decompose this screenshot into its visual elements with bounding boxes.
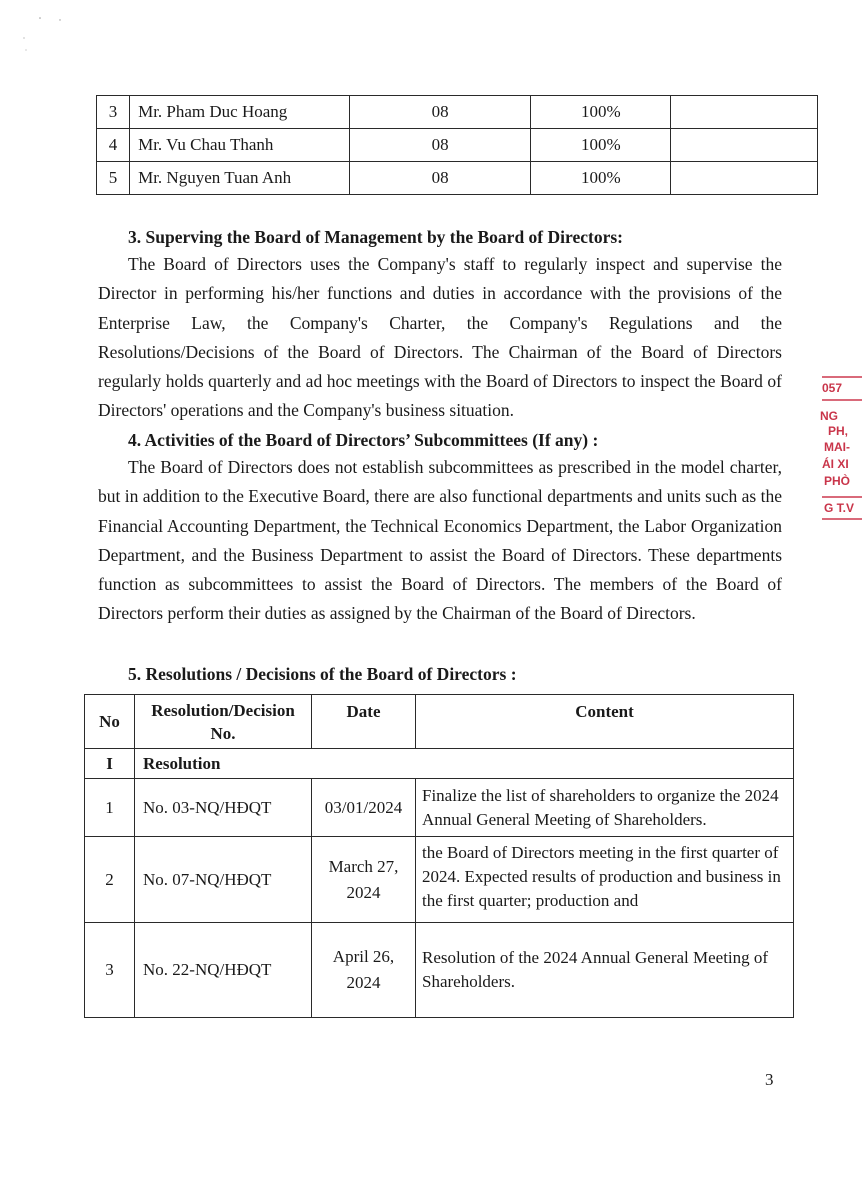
member-name: Mr. Pham Duc Hoang	[130, 96, 350, 129]
header-no: No	[85, 695, 135, 749]
attendance-table	[96, 95, 818, 195]
scan-specks	[22, 14, 72, 54]
stamp-text: G T.V	[824, 501, 855, 515]
header-resolution-number-line2: No.	[210, 723, 236, 743]
section-4-heading: 4. Activities of the Board of Directors’ Subcommittees (If any) :	[128, 430, 599, 450]
resolution-date-line2: 2024	[346, 882, 381, 902]
row-number: 1	[85, 779, 135, 837]
stamp-text: ÁI XI	[822, 457, 849, 471]
attendance-rate: 100%	[531, 162, 671, 195]
resolution-date	[312, 837, 416, 923]
group-label: Resolution	[135, 749, 794, 779]
resolution-content: Resolution of the 2024 Annual General Meeting of Shareholders.	[416, 923, 794, 1018]
group-number: I	[85, 749, 135, 779]
section-4-body: The Board of Directors does not establish subcommittees as prescribed in the model charter, but in addition to the Executive Board, there are also functional departments and units such as the Financial Accounting Department, the Technical Economics Department, the Labor Organization Department, and the Business Department to assist the Board of Directors. These departments function as subcommittees to assist the Board of Directors. The members of the Board of Directors perform their duties as assigned by the Chairman of the Board of Directors.	[98, 457, 782, 624]
stamp-rule	[822, 376, 862, 378]
stamp-text: 057	[822, 381, 843, 395]
table-row	[85, 923, 794, 1018]
table-row	[97, 96, 818, 129]
group-row	[85, 749, 794, 779]
resolution-content: Finalize the list of shareholders to organize the 2024 Annual General Meeting of Shareholders.	[416, 779, 794, 837]
header-date: Date	[312, 695, 416, 749]
meetings-attended: 08	[350, 96, 531, 129]
table-row	[97, 129, 818, 162]
page-number: 3	[765, 1070, 774, 1089]
row-number: 2	[85, 837, 135, 923]
section-5-heading: 5. Resolutions / Decisions of the Board of Directors :	[128, 664, 517, 684]
member-name: Mr. Nguyen Tuan Anh	[130, 162, 350, 195]
row-number: 4	[97, 129, 130, 162]
member-name: Mr. Vu Chau Thanh	[130, 129, 350, 162]
section-3-heading: 3. Superving the Board of Management by the Board of Directors:	[128, 227, 623, 247]
resolution-date-line1: 03/01/2024	[324, 797, 403, 817]
meetings-attended: 08	[350, 162, 531, 195]
row-number: 3	[85, 923, 135, 1018]
resolution-number: No. 07-NQ/HĐQT	[135, 837, 312, 923]
row-number: 3	[97, 96, 130, 129]
resolution-content: the Board of Directors meeting in the first quarter of 2024. Expected results of production and business in the first quarter; production and	[416, 837, 794, 923]
table-row	[97, 162, 818, 195]
resolution-number: No. 03-NQ/HĐQT	[135, 779, 312, 837]
section-3-body: The Board of Directors uses the Company's staff to regularly inspect and supervise the Director in performing his/her functions and duties in accordance with the provisions of the Enterprise Law, the Company's Charter, the Company's Regulations and the Resolutions/Decisions of the Board of Directors. The Chairman of the Board of Directors regularly holds quarterly and ad hoc meetings with the Board of Directors to inspect the Board of Directors' operations and the Company's business situation.	[98, 254, 782, 421]
company-stamp-fragment	[814, 368, 854, 548]
stamp-text: PHÒ	[824, 474, 851, 488]
note-cell	[671, 129, 818, 162]
note-cell	[671, 96, 818, 129]
resolution-date-line1: April 26,	[332, 947, 395, 966]
table-header-row	[85, 695, 794, 749]
meetings-attended: 08	[350, 129, 531, 162]
stamp-text: PH,	[828, 424, 849, 438]
attendance-rate: 100%	[531, 96, 671, 129]
header-content: Content	[416, 695, 794, 749]
header-resolution-number	[135, 695, 312, 749]
note-cell	[671, 162, 818, 195]
stamp-rule	[822, 518, 862, 520]
table-row	[85, 837, 794, 923]
attendance-rate: 100%	[531, 129, 671, 162]
stamp-text: NG	[820, 409, 838, 423]
header-resolution-number-line1: Resolution/Decision	[151, 700, 295, 720]
table-row	[85, 779, 794, 837]
resolution-date	[312, 923, 416, 1018]
stamp-rule	[822, 399, 862, 401]
resolution-number: No. 22-NQ/HĐQT	[135, 923, 312, 1018]
stamp-rule	[822, 496, 862, 498]
resolutions-table	[84, 694, 794, 1018]
row-number: 5	[97, 162, 130, 195]
stamp-text: MAI-	[824, 440, 850, 454]
resolution-date-line1: March 27,	[328, 856, 399, 876]
resolution-date-line2: 2024	[346, 973, 381, 992]
resolution-date	[312, 779, 416, 837]
